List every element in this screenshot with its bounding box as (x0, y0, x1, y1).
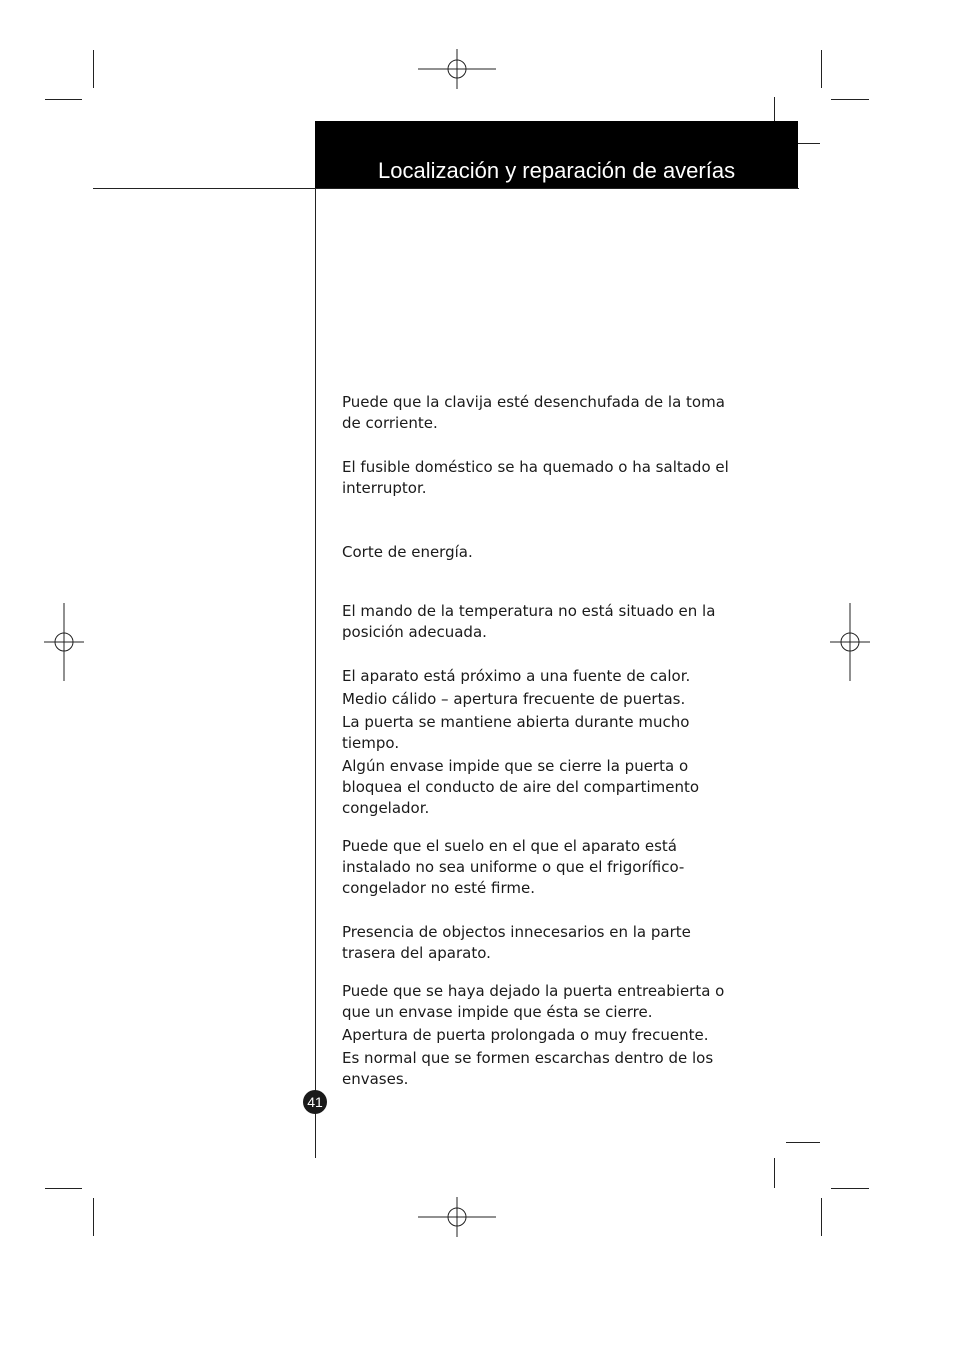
cause-text: Medio cálido – apertura frecuente de puertas. (342, 690, 686, 708)
crop-mark (774, 1158, 775, 1188)
cause-text: El aparato está próximo a una fuente de calor. (342, 667, 691, 685)
cause-text: Algún envase impide que se cierre la puerta o bloquea el conducto de aire del compartimento congelador. (342, 757, 700, 817)
crop-mark (831, 1188, 869, 1189)
crop-mark (774, 97, 775, 121)
page-title: Localización y reparación de averías (378, 158, 736, 183)
cause-text: Es normal que se formen escarchas dentro de los envases. (342, 1049, 714, 1088)
cause-text: Puede que el suelo en el que el aparato está instalado no sea uniforme o que el frigorífico-congelador no esté firme. (342, 837, 685, 897)
crop-mark (821, 1198, 822, 1236)
cause-text: Puede que la clavija esté desenchufada de la toma de corriente. (342, 393, 725, 432)
cause-text: Corte de energía. (342, 543, 473, 561)
registration-mark-icon (44, 603, 84, 681)
cause-text: El mando de la temperatura no está situado en la posición adecuada. (342, 602, 716, 641)
crop-mark (831, 99, 869, 100)
registration-mark-icon (418, 49, 496, 89)
header-rule (93, 188, 799, 189)
cause-text: Puede que se haya dejado la puerta entreabierta o que un envase impide que ésta se cierre. (342, 982, 725, 1021)
page-number: 41 (303, 1090, 327, 1114)
cause-text: Apertura de puerta prolongada o muy frecuente. (342, 1026, 709, 1044)
crop-mark (45, 99, 82, 100)
registration-mark-icon (418, 1197, 496, 1237)
crop-mark (93, 1198, 94, 1236)
cause-text: Presencia de objectos innecesarios en la parte trasera del aparato. (342, 923, 691, 962)
cause-text: El fusible doméstico se ha quemado o ha saltado el interruptor. (342, 458, 729, 497)
crop-mark (45, 1188, 82, 1189)
crop-mark (93, 50, 94, 88)
column-divider (315, 188, 316, 1158)
registration-mark-icon (830, 603, 870, 681)
crop-mark (798, 143, 820, 144)
crop-mark (821, 50, 822, 88)
crop-mark (786, 1142, 820, 1143)
cause-text: La puerta se mantiene abierta durante mucho tiempo. (342, 713, 690, 752)
